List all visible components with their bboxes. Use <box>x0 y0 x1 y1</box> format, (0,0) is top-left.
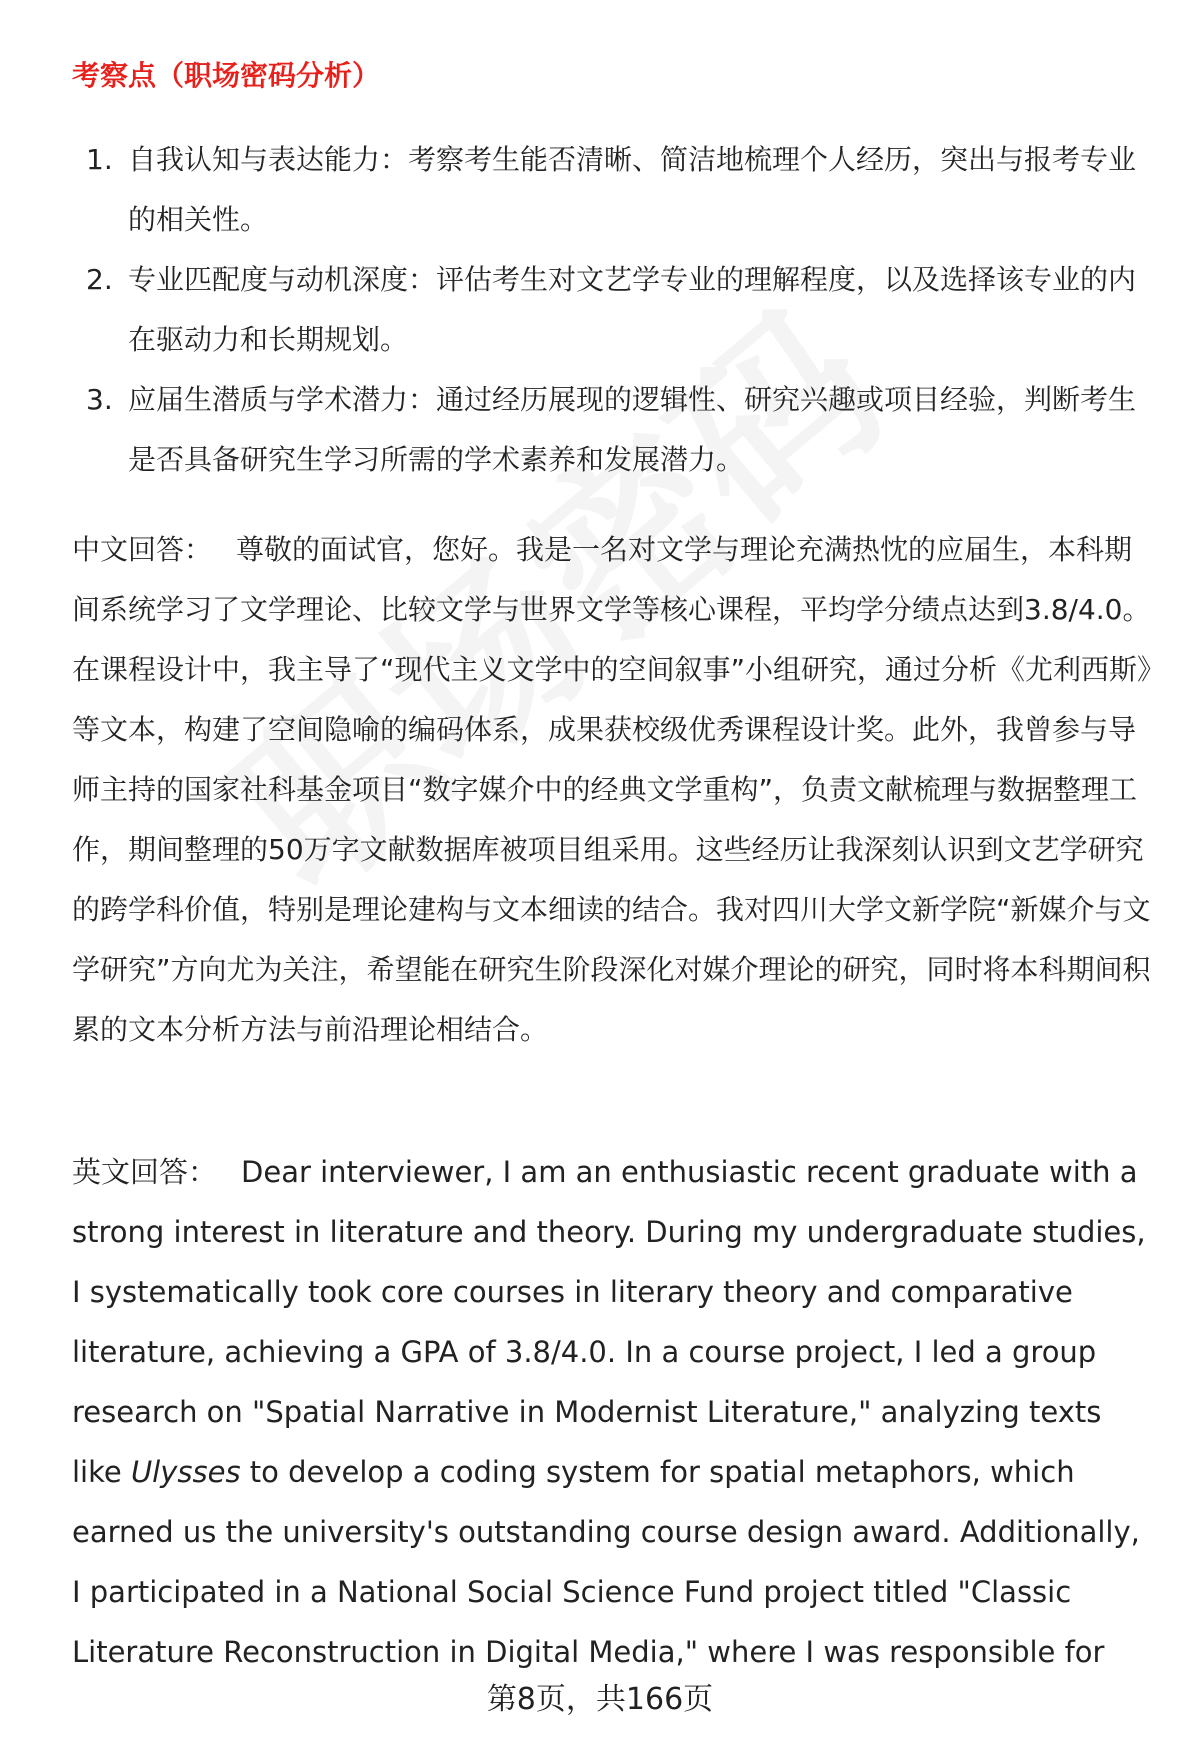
list-item-number: 3. <box>86 383 113 416</box>
list-item <box>72 130 1152 250</box>
english-answer-text: Dear interviewer, I am an enthusiastic recent graduate with a strong interest in literature and theory. During my undergraduate studies, I systematically took core courses in literary theory and comparative literature, achieving a GPA of 3.8/4.0. In a course project, I led a group research on "Spatial Narrative in Modernist Literature," analyzing texts like <box>72 1155 1146 1489</box>
english-answer-paragraph <box>72 1142 1152 1682</box>
list-item <box>72 250 1152 370</box>
list-item-number: 1. <box>86 143 113 176</box>
assessment-points-list <box>72 130 1152 490</box>
english-answer-label: 英文回答： <box>72 1155 218 1189</box>
list-item-text: 自我认知与表达能力：考察考生能否清晰、简洁地梳理个人经历，突出与报考专业的相关性。 <box>128 143 1137 236</box>
list-item-text: 应届生潜质与学术潜力：通过经历展现的逻辑性、研究兴趣或项目经验，判断考生是否具备研究生学习所需的学术素养和发展潜力。 <box>128 383 1137 476</box>
page-number-footer: 第8页，共166页 <box>486 1682 714 1717</box>
list-item-text: 专业匹配度与动机深度：评估考生对文艺学专业的理解程度，以及选择该专业的内在驱动力和长期规划。 <box>128 263 1137 356</box>
section-heading: 考察点（职场密码分析） <box>72 59 381 92</box>
book-title-italic: Ulysses <box>130 1455 241 1489</box>
chinese-answer-paragraph <box>72 520 1152 1060</box>
list-item-number: 2. <box>86 263 113 296</box>
chinese-answer-label: 中文回答： <box>72 533 213 566</box>
chinese-answer-text: 尊敬的面试官，您好。我是一名对文学与理论充满热忱的应届生，本科期间系统学习了文学理论、比较文学与世界文学等核心课程，平均学分绩点达到3.8/4.0。在课程设计中，我主导了“现代主义文学中的空间叙事”小组研究，通过分析《尤利西斯》等文本，构建了空间隐喻的编码体系，成果获校级优秀课程设计奖。此外，我曾参与导师主持的国家社科基金项目“数字媒介中的经典文学重构”，负责文献梳理与数据整理工作，期间整理的50万字文献数据库被项目组采用。这些经历让我深刻认识到文艺学研究的跨学科价值，特别是理论建构与文本细读的结合。我对四川大学文新学院“新媒介与文学研究”方向尤为关注，希望能在研究生阶段深化对媒介理论的研究，同时将本科期间积累的文本分析方法与前沿理论相结合。 <box>72 533 1152 1046</box>
list-item <box>72 370 1152 490</box>
english-answer-text-continued: to develop a coding system for spatial metaphors, which earned us the university's outstanding course design award. Additionally, I participated in a National Social Science Fund project titled "Classic Literature Reconstruction in Digital Media," where I was responsible for <box>72 1455 1140 1669</box>
